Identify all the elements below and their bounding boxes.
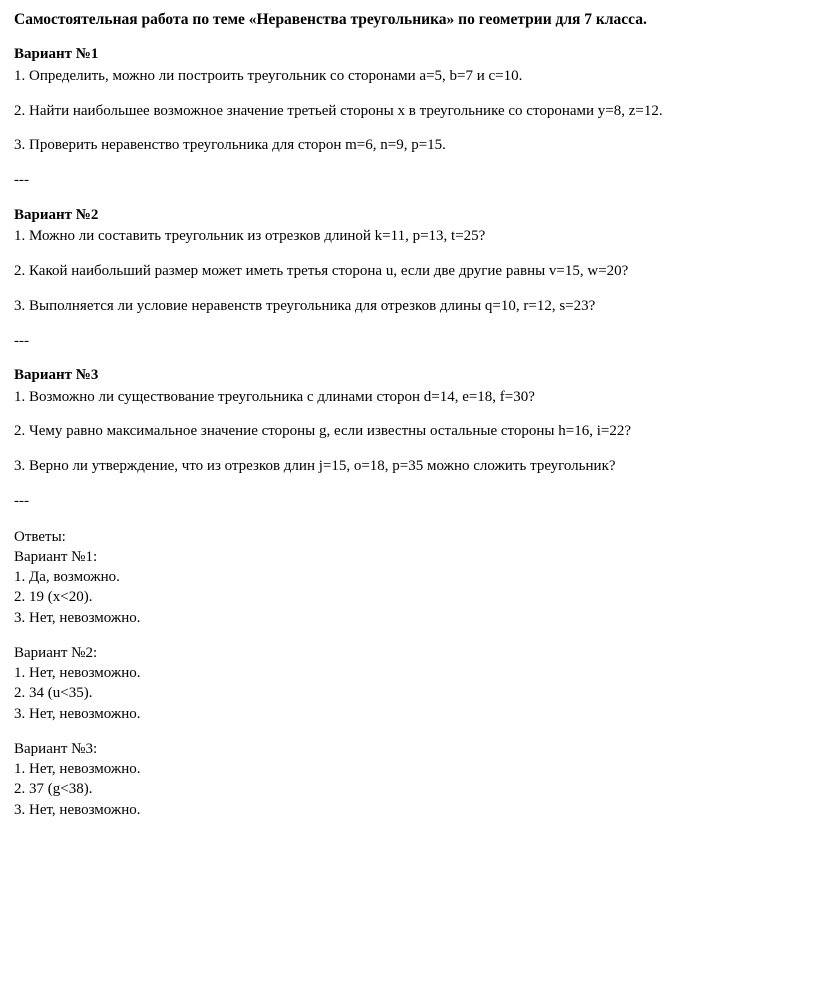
section-divider-1: ---	[14, 172, 29, 189]
variant-2-task-2: 2. Какой наибольший размер может иметь третья сторона u, если две другие равны v=15, w=20?	[14, 263, 629, 280]
variant-heading-2: Вариант №2	[14, 206, 99, 223]
answers-spacer-1	[14, 628, 792, 643]
answers-heading-1: Вариант №1:	[14, 548, 98, 565]
answers-1-line-2: 2. 19 (x<20).	[14, 589, 93, 606]
section-divider-2: ---	[14, 332, 29, 349]
variant-heading-1: Вариант №1	[14, 46, 99, 63]
answers-spacer-2	[14, 724, 792, 739]
variant-1-task-1: 1. Определить, можно ли построить треугольник со сторонами a=5, b=7 и c=10.	[14, 67, 523, 84]
answers-1-line-1: 1. Да, возможно.	[14, 569, 120, 586]
variant-1-task-3: 3. Проверить неравенство треугольника для сторон m=6, n=9, p=15.	[14, 137, 446, 154]
variant-2-task-3: 3. Выполняется ли условие неравенств треугольника для отрезков длины q=10, r=12, s=23?	[14, 297, 596, 314]
answers-1-line-3: 3. Нет, невозможно.	[14, 609, 141, 626]
answers-3-line-3: 3. Нет, невозможно.	[14, 801, 141, 818]
answers-heading-3: Вариант №3:	[14, 740, 98, 757]
variant-3-task-1: 1. Возможно ли существование треугольника с длинами сторон d=14, e=18, f=30?	[14, 388, 535, 405]
page-title: Самостоятельная работа по теме «Неравенства треугольника» по геометрии для 7 класса.	[14, 11, 647, 28]
variant-heading-3: Вариант №3	[14, 367, 99, 384]
section-divider-3: ---	[14, 493, 29, 510]
variant-2-task-1: 1. Можно ли составить треугольник из отрезков длиной k=11, p=13, t=25?	[14, 228, 486, 245]
answers-label: Ответы:	[14, 528, 66, 545]
answers-section	[14, 527, 792, 820]
variant-3-task-3: 3. Верно ли утверждение, что из отрезков длин j=15, o=18, p=35 можно сложить треугольник?	[14, 458, 616, 475]
answers-3-line-2: 2. 37 (g<38).	[14, 781, 93, 798]
answers-3-line-1: 1. Нет, невозможно.	[14, 761, 141, 778]
answers-2-line-2: 2. 34 (u<35).	[14, 685, 93, 702]
answers-2-line-3: 3. Нет, невозможно.	[14, 705, 141, 722]
answers-heading-2: Вариант №2:	[14, 644, 98, 661]
variant-3-task-2: 2. Чему равно максимальное значение стороны g, если известны остальные стороны h=16, i=22?	[14, 423, 631, 440]
answers-2-line-1: 1. Нет, невозможно.	[14, 665, 141, 682]
variant-1-task-2: 2. Найти наибольшее возможное значение третьей стороны x в треугольнике со сторонами y=8, z=12.	[14, 102, 663, 119]
